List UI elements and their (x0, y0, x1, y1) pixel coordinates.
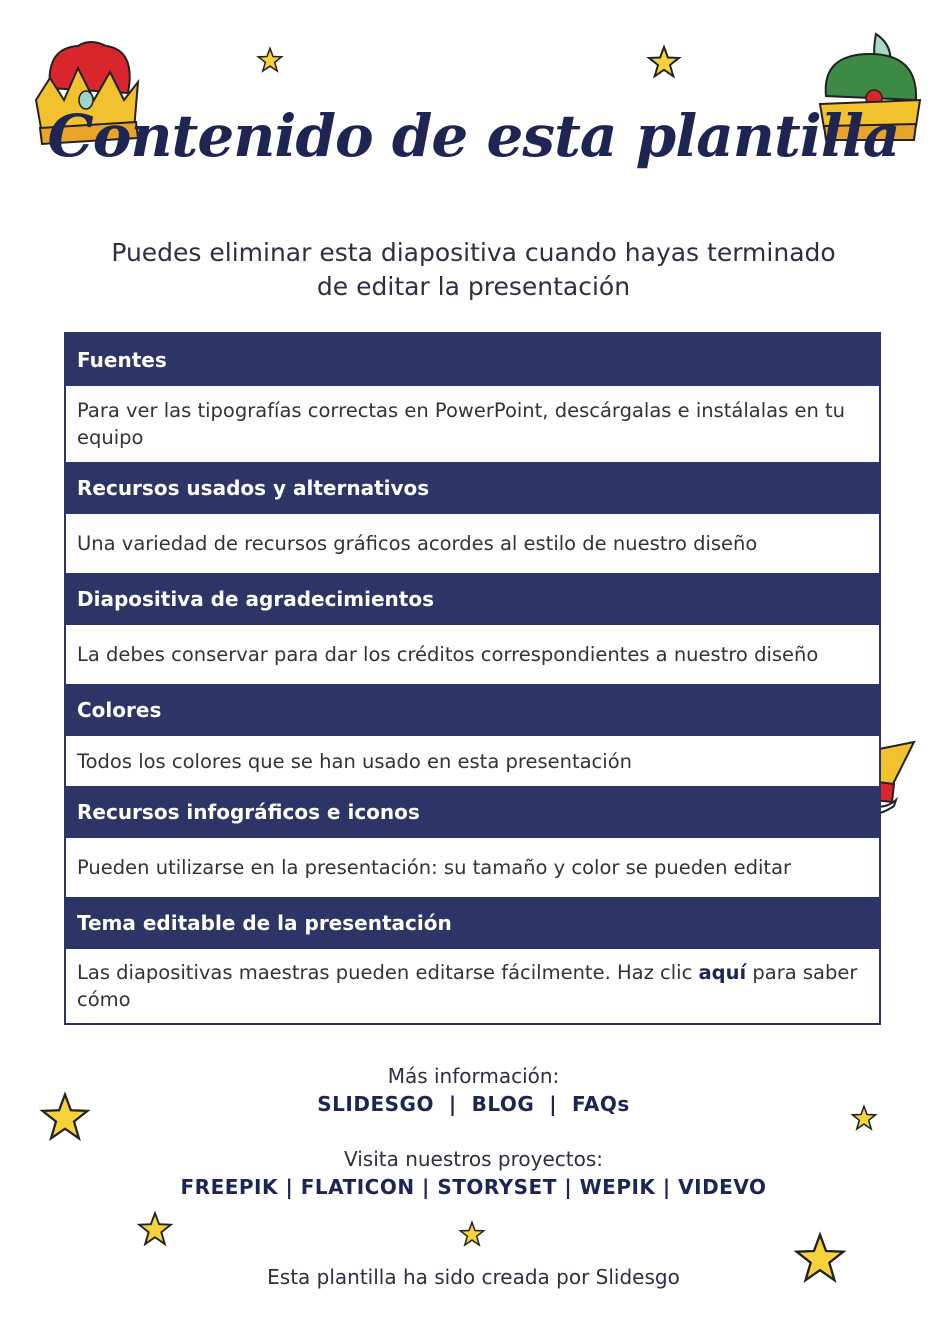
section-header-colores: Colores (66, 684, 879, 736)
more-info (0, 1064, 947, 1116)
subtitle-line-2: de editar la presentación (316, 272, 631, 301)
link-wepik[interactable]: WEPIK (579, 1175, 656, 1199)
page-title: Contenido de esta plantilla (47, 102, 900, 170)
more-info-links: SLIDESGO | BLOG | FAQs (317, 1092, 630, 1116)
subtitle (60, 236, 887, 304)
section-text-agradecimientos: La debes conservar para dar los créditos correspondientes a nuestro diseño (77, 643, 819, 666)
star-icon (646, 44, 682, 80)
link-slidesgo[interactable]: SLIDESGO (317, 1092, 434, 1116)
star-icon (458, 1220, 486, 1248)
section-header-tema: Tema editable de la presentación (66, 897, 879, 949)
projects-label: Visita nuestros proyectos: (343, 1147, 604, 1171)
star-icon (256, 46, 284, 74)
link-storyset[interactable]: STORYSET (437, 1175, 557, 1199)
section-header-fuentes: Fuentes (66, 334, 879, 386)
section-text-infograficos: Pueden utilizarse en la presentación: su tamaño y color se pueden editar (77, 856, 792, 879)
section-text-colores: Todos los colores que se han usado en esta presentación (77, 749, 632, 773)
content-table (64, 332, 881, 1025)
section-header-agradecimientos: Diapositiva de agradecimientos (66, 573, 879, 625)
section-header-recursos: Recursos usados y alternativos (66, 462, 879, 514)
more-info-label: Más información: (387, 1064, 560, 1088)
link-flaticon[interactable]: FLATICON (300, 1175, 415, 1199)
link-blog[interactable]: BLOG (471, 1092, 535, 1116)
credit-text: Esta plantilla ha sido creada por Slidesgo (267, 1265, 680, 1289)
section-header-infograficos: Recursos infográficos e iconos (66, 786, 879, 838)
section-text-fuentes: Para ver las tipografías correctas en PowerPoint, descárgalas e instálalas en tu equipo (77, 399, 846, 449)
subtitle-line-1: Puedes eliminar esta diapositiva cuando hayas terminado (111, 238, 836, 267)
projects-links: FREEPIK | FLATICON | STORYSET | WEPIK | VIDEVO (180, 1175, 767, 1199)
link-videvo[interactable]: VIDEVO (678, 1175, 767, 1199)
aqui-link[interactable]: aquí (698, 961, 747, 984)
star-icon (136, 1210, 174, 1248)
section-text-recursos: Una variedad de recursos gráficos acordes al estilo de nuestro diseño (77, 532, 758, 555)
link-faqs[interactable]: FAQs (571, 1092, 630, 1116)
link-freepik[interactable]: FREEPIK (180, 1175, 278, 1199)
section-text-tema: Las diapositivas maestras pueden editarse fácilmente. Haz clic aquí para saber cómo (77, 961, 858, 1011)
projects (0, 1147, 947, 1199)
